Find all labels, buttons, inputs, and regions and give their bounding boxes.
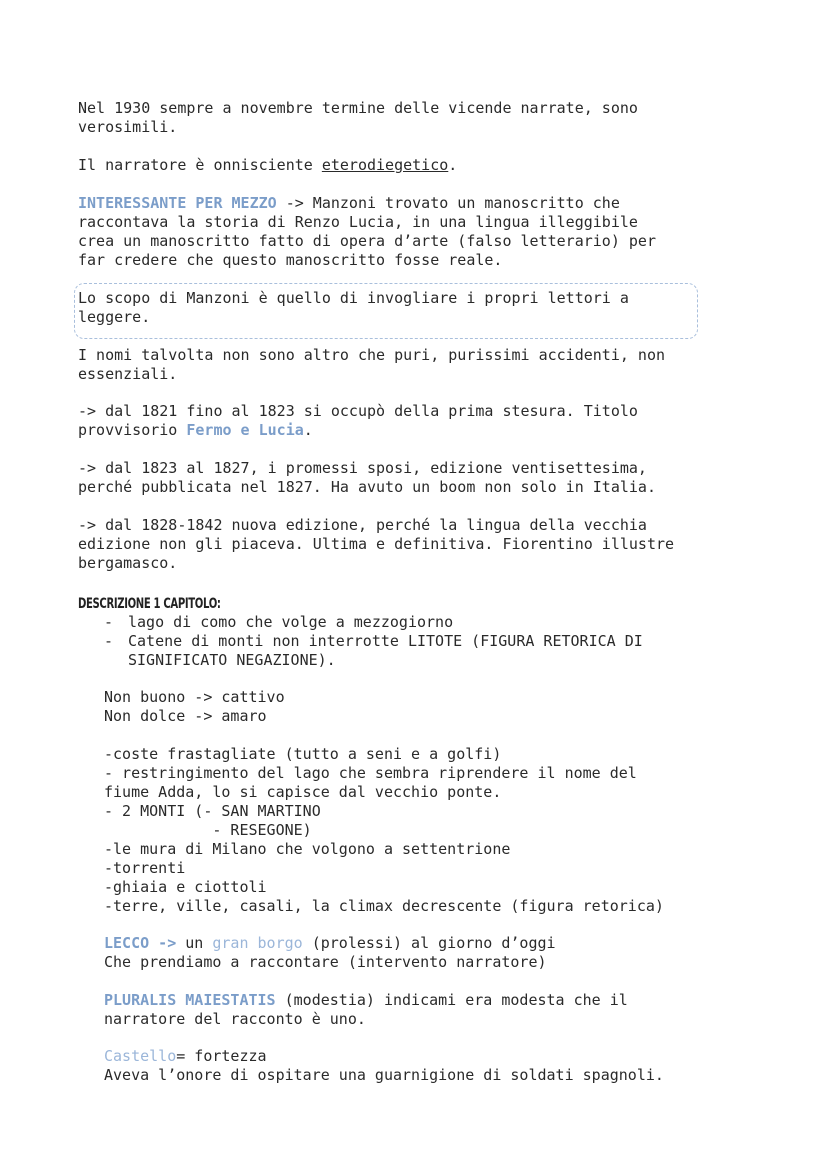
bullet-dash-1: - bbox=[104, 613, 114, 631]
paragraph-narratore bbox=[78, 156, 457, 175]
pluralis-line2: narratore del racconto è uno. bbox=[104, 1010, 366, 1028]
pluralis-line1: (modestia) indicami era modesta che il bbox=[275, 991, 628, 1009]
narratore-prefix: Il narratore è onnisciente bbox=[78, 156, 322, 174]
paragraph-1823: -> dal 1823 al 1827, i promessi sposi, edizione ventisettesima, perché pubblicata nel 1827. Ha avuto un boom non solo in Italia. bbox=[78, 459, 656, 496]
castello-label: Castello bbox=[104, 1047, 177, 1065]
narratore-suffix: . bbox=[448, 156, 458, 174]
section-heading: DESCRIZIONE 1 CAPITOLO: bbox=[78, 596, 221, 612]
gran-borgo-term: gran borgo bbox=[212, 934, 303, 952]
bullet-item-1: lago di como che volge a mezzogiorno bbox=[128, 613, 454, 631]
p1821-line1: -> dal 1821 fino al 1823 si occupò della prima stesura. Titolo bbox=[78, 402, 638, 420]
interessante-label: INTERESSANTE PER MEZZO bbox=[78, 194, 277, 212]
paragraph-lecco bbox=[104, 934, 556, 972]
paragraph-castello bbox=[104, 1047, 664, 1085]
p1821-suffix: . bbox=[303, 421, 313, 439]
callout-text: Lo scopo di Manzoni è quello di invogliare i propri lettori a leggere. bbox=[78, 289, 629, 326]
castello-line1: = fortezza bbox=[176, 1047, 267, 1065]
pluralis-label: PLURALIS MAIESTATIS bbox=[104, 991, 276, 1009]
p1821-prefix: provvisorio bbox=[78, 421, 187, 439]
interessante-rest: raccontava la storia di Renzo Lucia, in una lingua illeggibile crea un manoscritto fatto di opera d’arte (falso letterario) per far credere che questo manoscritto fosse reale. bbox=[78, 213, 656, 269]
examples-block: Non buono -> cattivo Non dolce -> amaro bbox=[104, 688, 285, 725]
lecco-line2: Che prendiamo a raccontare (intervento narratore) bbox=[104, 953, 547, 971]
paragraph-pluralis bbox=[104, 991, 628, 1029]
paragraph-1930: Nel 1930 sempre a novembre termine delle vicende narrate, sono verosimili. bbox=[78, 99, 638, 136]
description-list: -coste frastagliate (tutto a seni e a golfi) - restringimento del lago che sembra riprendere il nome del fiume Adda, lo si capisce dal vecchio ponte. - 2 MONTI (- SAN MARTINO - RESEGONE) -le mura di Milano che volgono a settentrione -torrenti -ghiaia e ciottoli -terre, ville, casali, la climax decrescente (figura retorica) bbox=[104, 745, 664, 915]
fermo-e-lucia-title: Fermo e Lucia bbox=[186, 421, 304, 439]
paragraph-1821 bbox=[78, 402, 638, 440]
lecco-label: LECCO -> bbox=[104, 934, 177, 952]
bullet-item-2: Catene di monti non interrotte LITOTE (FIGURA RETORICA DI SIGNIFICATO NEGAZIONE). bbox=[128, 632, 643, 669]
castello-line2: Aveva l’onore di ospitare una guarnigione di soldati spagnoli. bbox=[104, 1066, 664, 1084]
paragraph-interessante bbox=[78, 194, 656, 270]
lecco-mid2: (prolessi) al giorno d’oggi bbox=[302, 934, 556, 952]
interessante-line1: -> Manzoni trovato un manoscritto che bbox=[276, 194, 620, 212]
paragraph-1828: -> dal 1828-1842 nuova edizione, perché la lingua della vecchia edizione non gli piaceva. Ultima e definitiva. Fiorentino illustre bergamasco. bbox=[78, 516, 675, 572]
eterodiegetico-term: eterodiegetico bbox=[321, 156, 449, 174]
paragraph-nomi: I nomi talvolta non sono altro che puri, purissimi accidenti, non essenziali. bbox=[78, 346, 665, 383]
bullet-dash-2: - bbox=[104, 632, 114, 650]
lecco-mid1: un bbox=[176, 934, 213, 952]
